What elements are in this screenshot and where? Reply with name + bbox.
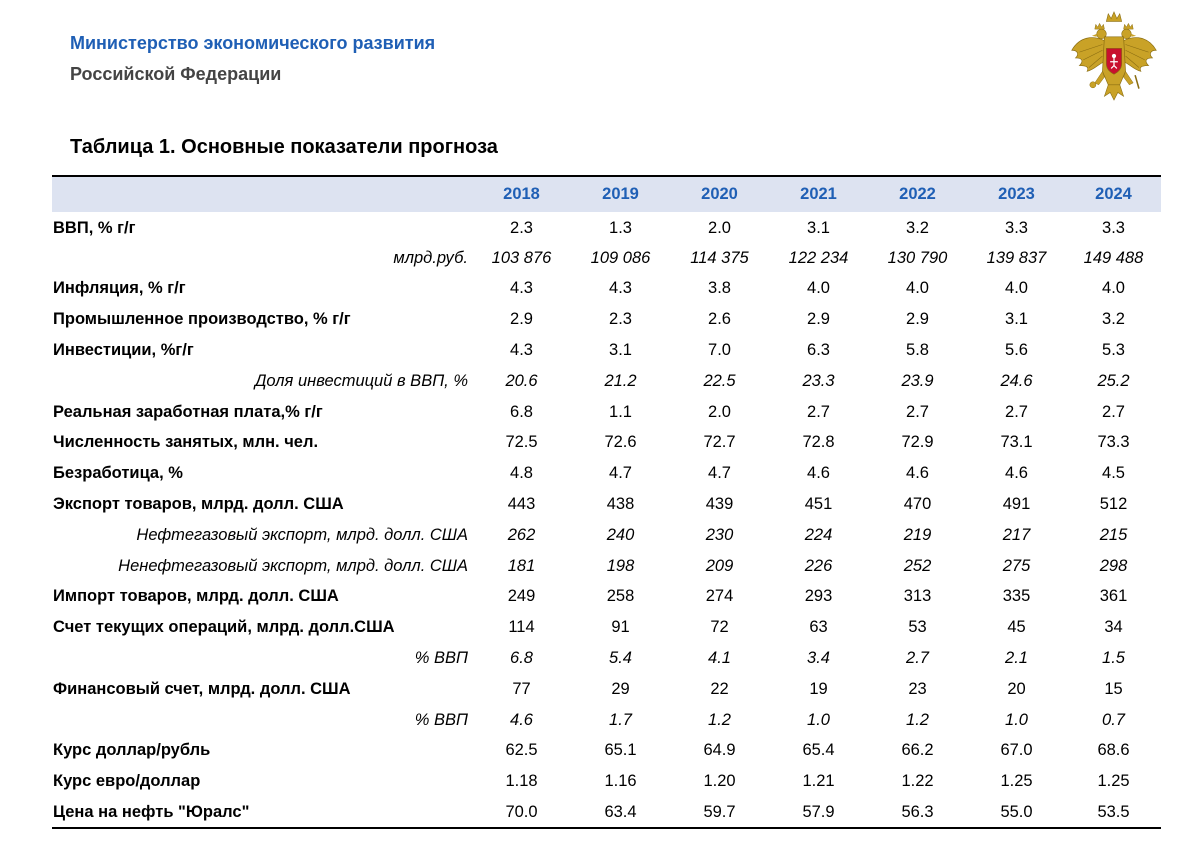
value-cell: 258 [606,587,635,606]
value-cell: 6.8 [510,649,533,668]
value-cell: 6.3 [807,341,830,360]
value-cell: 4.7 [708,464,731,483]
value-cell: 3.1 [807,218,830,237]
table-row [52,458,1161,489]
value-cell: 1.25 [1097,772,1130,791]
value-cell: 226 [804,556,833,575]
value-cell: 262 [507,525,536,544]
value-cell: 6.8 [510,402,533,421]
row-label: % ВВП [414,649,468,668]
value-cell: 63 [809,618,828,637]
value-cell: 4.3 [609,279,632,298]
value-cell: 130 790 [887,248,948,267]
value-cell: 3.4 [807,649,830,668]
value-cell: 1.7 [609,710,632,729]
value-cell: 4.8 [510,464,533,483]
value-cell: 2.0 [708,218,731,237]
value-cell: 3.2 [906,218,929,237]
value-cell: 2.9 [807,310,830,329]
value-cell: 72.9 [901,433,934,452]
row-label: Нефтегазовый экспорт, млрд. долл. США [136,525,468,544]
value-cell: 275 [1002,556,1031,575]
value-cell: 22 [710,679,729,698]
value-cell: 114 375 [690,248,749,267]
year-header: 2024 [1066,176,1161,212]
value-cell: 209 [705,556,734,575]
value-cell: 21.2 [604,371,637,390]
value-cell: 230 [705,525,734,544]
value-cell: 29 [611,679,630,698]
value-cell: 4.1 [708,649,731,668]
row-label: Доля инвестиций в ВВП, % [254,371,468,390]
value-cell: 56.3 [868,797,967,828]
value-cell: 2.3 [510,218,533,237]
year-header: 2021 [769,176,868,212]
value-cell: 57.9 [769,797,868,828]
value-cell: 23.9 [901,371,934,390]
value-cell: 45 [1007,618,1026,637]
value-cell: 67.0 [1000,741,1033,760]
value-cell: 4.6 [510,710,533,729]
value-cell: 438 [606,495,635,514]
value-cell: 451 [804,495,833,514]
table-row [52,304,1161,335]
table-row [52,428,1161,459]
value-cell: 3.8 [708,279,731,298]
value-cell: 1.2 [708,710,731,729]
value-cell: 109 086 [590,248,651,267]
value-cell: 2.9 [906,310,929,329]
table-row [52,674,1161,705]
table-row [52,766,1161,797]
value-cell: 103 876 [491,248,552,267]
value-cell: 217 [1002,525,1031,544]
value-cell: 91 [611,618,630,637]
row-label: Ненефтегазовый экспорт, млрд. долл. США [118,556,468,575]
row-label: Реальная заработная плата,% г/г [53,402,323,421]
value-cell: 4.3 [510,279,533,298]
value-cell: 1.3 [609,218,632,237]
row-label: Безработица, % [53,464,183,483]
year-header: 2023 [967,176,1066,212]
value-cell: 252 [903,556,932,575]
value-cell: 4.0 [1102,279,1125,298]
table-row [52,797,1161,828]
value-cell: 19 [809,679,828,698]
value-cell: 139 837 [986,248,1047,267]
value-cell: 2.1 [1005,649,1028,668]
coat-of-arms-icon [1066,8,1162,104]
value-cell: 149 488 [1083,248,1144,267]
value-cell: 439 [705,495,734,514]
value-cell: 72.5 [505,433,538,452]
year-header: 2022 [868,176,967,212]
value-cell: 72.8 [802,433,835,452]
value-cell: 240 [606,525,635,544]
table-row [52,705,1161,736]
value-cell: 274 [705,587,734,606]
table-row [52,520,1161,551]
value-cell: 249 [507,587,536,606]
value-cell: 4.7 [609,464,632,483]
value-cell: 64.9 [703,741,736,760]
value-cell: 3.3 [1005,218,1028,237]
value-cell: 1.0 [807,710,830,729]
value-cell: 1.16 [604,772,637,791]
value-cell: 2.7 [1102,402,1125,421]
value-cell: 443 [507,495,536,514]
value-cell: 22.5 [703,371,736,390]
table-row [52,274,1161,305]
value-cell: 1.0 [1005,710,1028,729]
table-row [52,612,1161,643]
value-cell: 4.5 [1102,464,1125,483]
table-row [52,243,1161,274]
value-cell: 20 [1007,679,1026,698]
value-cell: 361 [1099,587,1128,606]
row-label: Численность занятых, млн. чел. [53,433,319,452]
year-header: 2018 [472,176,571,212]
table-row [52,582,1161,613]
table-row [52,551,1161,582]
table-body [52,212,1161,828]
value-cell: 62.5 [505,741,538,760]
value-cell: 59.7 [670,797,769,828]
row-label: % ВВП [414,710,468,729]
value-cell: 25.2 [1097,371,1130,390]
value-cell: 215 [1099,525,1128,544]
table-header-row [52,176,1161,212]
table-row [52,366,1161,397]
row-label: ВВП, % г/г [53,218,136,237]
forecast-table [52,175,1161,829]
value-cell: 198 [606,556,635,575]
value-cell: 68.6 [1097,741,1130,760]
value-cell: 20.6 [505,371,538,390]
value-cell: 4.6 [807,464,830,483]
value-cell: 491 [1002,495,1031,514]
value-cell: 335 [1002,587,1031,606]
value-cell: 23.3 [802,371,835,390]
value-cell: 4.0 [1005,279,1028,298]
row-label: Импорт товаров, млрд. долл. США [53,587,339,606]
table-title: Таблица 1. Основные показатели прогноза [70,136,498,158]
table-row [52,397,1161,428]
value-cell: 1.21 [802,772,835,791]
value-cell: 65.4 [802,741,835,760]
value-cell: 3.2 [1102,310,1125,329]
value-cell: 1.5 [1102,649,1125,668]
value-cell: 1.1 [609,402,632,421]
value-cell: 2.9 [510,310,533,329]
value-cell: 15 [1104,679,1123,698]
value-cell: 224 [804,525,833,544]
value-cell: 1.20 [703,772,736,791]
value-cell: 3.1 [1005,310,1028,329]
table-row [52,335,1161,366]
value-cell: 4.0 [807,279,830,298]
value-cell: 1.25 [1000,772,1033,791]
table-row [52,489,1161,520]
row-label: Экспорт товаров, млрд. долл. США [53,495,344,514]
value-cell: 5.8 [906,341,929,360]
row-label: Инфляция, % г/г [53,279,186,298]
row-label: Курс доллар/рубль [53,741,211,760]
value-cell: 4.6 [1005,464,1028,483]
value-cell: 122 234 [788,248,849,267]
value-cell: 114 [508,618,535,637]
value-cell: 181 [507,556,536,575]
value-cell: 5.4 [609,649,632,668]
row-label: Цена на нефть "Юралс" [52,797,472,828]
table-row [52,643,1161,674]
value-cell: 2.7 [906,649,929,668]
value-cell: 2.3 [609,310,632,329]
value-cell: 72 [710,618,729,637]
value-cell: 313 [903,587,932,606]
value-cell: 72.7 [703,433,736,452]
value-cell: 2.7 [906,402,929,421]
value-cell: 24.6 [1000,371,1033,390]
value-cell: 72.6 [604,433,637,452]
value-cell: 470 [903,495,932,514]
value-cell: 3.3 [1102,218,1125,237]
value-cell: 5.3 [1102,341,1125,360]
value-cell: 219 [903,525,932,544]
table-row [52,212,1161,243]
value-cell: 55.0 [967,797,1066,828]
value-cell: 2.7 [1005,402,1028,421]
value-cell: 4.0 [906,279,929,298]
value-cell: 1.22 [901,772,934,791]
year-header: 2020 [670,176,769,212]
value-cell: 5.6 [1005,341,1028,360]
row-label: млрд.руб. [393,248,468,267]
value-cell: 3.1 [609,341,632,360]
year-header: 2019 [571,176,670,212]
row-label: Финансовый счет, млрд. долл. США [53,679,351,698]
value-cell: 1.2 [906,710,929,729]
value-cell: 53.5 [1066,797,1161,828]
row-label: Инвестиции, %г/г [53,341,194,360]
value-cell: 298 [1099,556,1128,575]
value-cell: 73.3 [1097,433,1130,452]
value-cell: 0.7 [1102,710,1125,729]
ministry-name: Министерство экономического развития [70,33,436,53]
value-cell: 2.7 [807,402,830,421]
value-cell: 34 [1104,618,1123,637]
row-label: Промышленное производство, % г/г [53,310,351,329]
table-row [52,736,1161,767]
value-cell: 23 [908,679,927,698]
value-cell: 4.6 [906,464,929,483]
value-cell: 53 [908,618,927,637]
value-cell: 4.3 [510,341,533,360]
value-cell: 66.2 [901,741,934,760]
row-label: Курс евро/доллар [53,772,201,791]
value-cell: 63.4 [571,797,670,828]
value-cell: 2.0 [708,402,731,421]
value-cell: 1.18 [505,772,538,791]
value-cell: 70.0 [472,797,571,828]
row-label: Счет текущих операций, млрд. долл.США [53,618,395,637]
value-cell: 512 [1099,495,1128,514]
value-cell: 293 [804,587,833,606]
value-cell: 7.0 [708,341,731,360]
value-cell: 73.1 [1000,433,1033,452]
value-cell: 77 [512,679,531,698]
header-label-cell [52,176,472,212]
value-cell: 2.6 [708,310,731,329]
ministry-country: Российской Федерации [70,64,282,84]
value-cell: 65.1 [604,741,637,760]
